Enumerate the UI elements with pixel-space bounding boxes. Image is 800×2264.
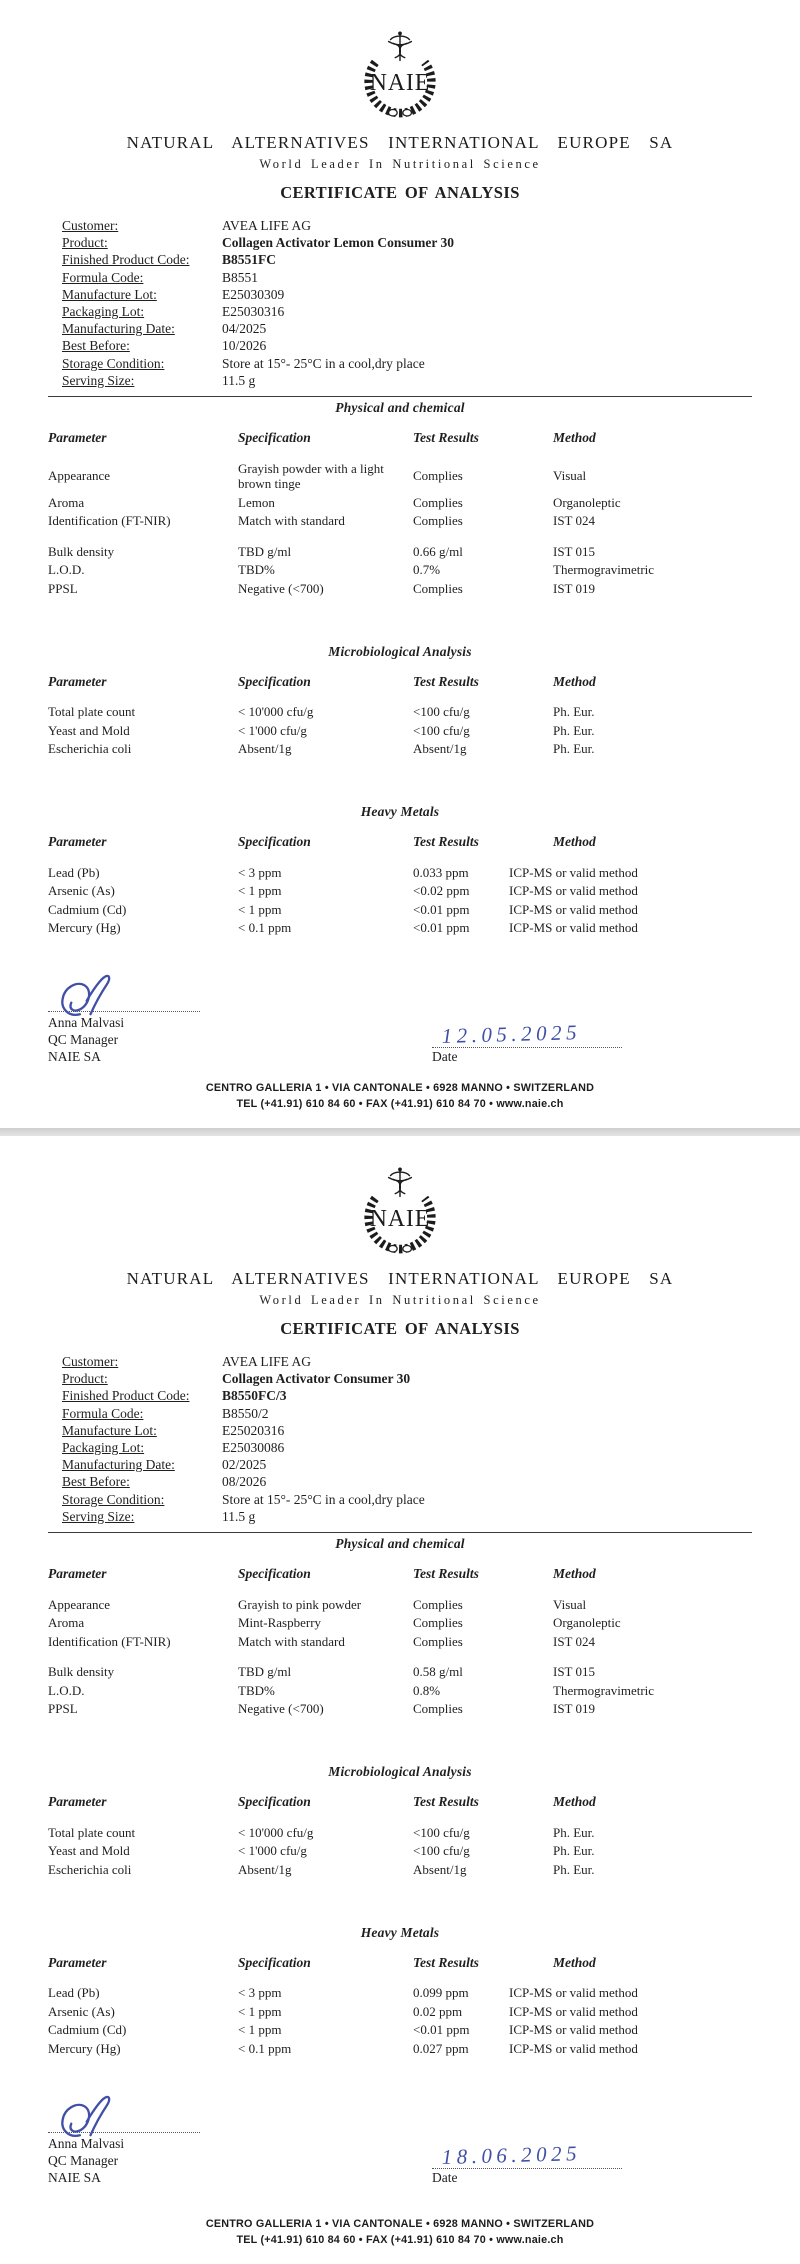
info-row (62, 234, 752, 251)
table-cell: Visual (553, 1596, 587, 1612)
naie-logo (48, 1166, 752, 1266)
table-cell: < 0.1 ppm (238, 920, 292, 936)
table-cell: ICP-MS or valid method (509, 2022, 638, 2038)
table-cell: ICP-MS or valid method (509, 2003, 638, 2019)
info-value: 11.5 g (222, 1508, 256, 1524)
table-cell: Total plate count (48, 1824, 136, 1840)
info-label: Packaging Lot: (62, 304, 145, 320)
table-cell: 0.66 g/ml (413, 543, 463, 559)
logo-text: NAIE (369, 69, 431, 96)
info-row (62, 355, 752, 372)
table-cell: Match with standard (238, 1633, 345, 1649)
info-label: Serving Size: (62, 1508, 135, 1524)
info-value: AVEA LIFE AG (222, 1354, 312, 1369)
info-label: Packaging Lot: (62, 1440, 145, 1456)
table-cell: Identification (FT-NIR) (48, 1633, 171, 1649)
signatory-org: NAIE SA (48, 1049, 101, 1065)
company-name: NATURAL ALTERNATIVES INTERNATIONAL EUROPE SA (126, 1269, 674, 1288)
table-cell: 0.033 ppm (413, 864, 469, 880)
table-cell: 0.02 ppm (413, 2003, 463, 2019)
table-cell: ICP-MS or valid method (509, 920, 638, 936)
table-cell: Organoleptic (553, 1615, 621, 1631)
company-tagline: World Leader In Nutritional Science (259, 1293, 541, 1307)
info-label: Manufacture Lot: (62, 1422, 157, 1438)
table-row (48, 493, 752, 512)
table-row (48, 919, 752, 938)
table-cell: Lead (Pb) (48, 864, 100, 880)
info-value: 10/2026 (222, 338, 267, 354)
footer-contact: TEL (+41.91) 610 84 60 • FAX (+41.91) 610 84 70 • www.naie.ch (236, 2234, 564, 2246)
table-cell: ICP-MS or valid method (509, 1985, 638, 2001)
info-value: B8550FC/3 (222, 1388, 287, 1404)
info-row (62, 1491, 752, 1508)
footer-address: CENTRO GALLERIA 1 • VIA CANTONALE • 6928 MANNO • SWITZERLAND (205, 1082, 595, 1094)
table-cell: < 10'000 cfu/g (238, 704, 314, 720)
info-row (62, 251, 752, 268)
table-cell: Appearance (48, 468, 111, 484)
table-cell: 0.099 ppm (413, 1985, 469, 2001)
info-value: E25030086 (222, 1440, 285, 1456)
table-cell: Mercury (Hg) (48, 2040, 121, 2056)
info-row (62, 1439, 752, 1456)
info-value: B8550/2 (222, 1405, 269, 1421)
info-row (62, 1370, 752, 1387)
table-cell: Visual (553, 468, 587, 484)
column-header-parameter: Parameter (48, 1954, 107, 1970)
column-header-test-results: Test Results (413, 1794, 479, 1810)
table-cell: TBD g/ml (238, 543, 292, 559)
table-row (48, 512, 752, 531)
table-cell: Grayish to pink powder (238, 1596, 362, 1612)
column-header-method: Method (553, 834, 596, 850)
section-heavy-metals (48, 804, 752, 937)
info-row (62, 303, 752, 320)
info-label: Customer: (62, 1354, 119, 1369)
product-info-table (62, 217, 752, 389)
table-cell: ICP-MS or valid method (509, 901, 638, 917)
column-header-parameter: Parameter (48, 834, 107, 850)
table-cell: <0.01 ppm (413, 920, 470, 936)
column-header-specification: Specification (238, 834, 311, 850)
info-row (62, 1473, 752, 1490)
table-cell: <100 cfu/g (413, 1824, 470, 1840)
table-cell: ICP-MS or valid method (509, 2040, 638, 2056)
column-header-method: Method (553, 673, 596, 689)
column-header-test-results: Test Results (413, 1566, 479, 1582)
table-cell: L.O.D. (48, 562, 85, 578)
table-row (48, 703, 752, 722)
document-title: CERTIFICATE OF ANALYSIS (280, 183, 520, 202)
table-cell: Arsenic (As) (48, 883, 115, 899)
section-physical-chemical (48, 1536, 752, 1718)
info-label: Formula Code: (62, 1405, 144, 1421)
info-value: E25030316 (222, 304, 285, 320)
table-cell: Bulk density (48, 543, 115, 559)
table-cell: Cadmium (Cd) (48, 2022, 127, 2038)
table-cell: Negative (<700) (238, 580, 324, 596)
table-row (48, 1681, 752, 1700)
table-cell: Ph. Eur. (553, 704, 595, 720)
table-row (48, 863, 752, 882)
table-row (48, 1614, 752, 1633)
column-header-test-results: Test Results (413, 430, 479, 446)
table-cell: Absent/1g (238, 1861, 292, 1877)
column-header-test-results: Test Results (413, 834, 479, 850)
section-divider-line (48, 396, 752, 397)
company-tagline: World Leader In Nutritional Science (259, 157, 541, 171)
table-cell: Mint-Raspberry (238, 1615, 322, 1631)
info-value: B8551FC (222, 252, 276, 268)
column-header-specification: Specification (238, 1954, 311, 1970)
table-row (48, 1663, 752, 1682)
table-cell: Complies (413, 494, 463, 510)
table-cell: Complies (413, 580, 463, 596)
signature-block (48, 2092, 752, 2186)
info-row (62, 269, 752, 286)
table-cell: Match with standard (238, 513, 345, 529)
info-value: Store at 15°- 25°C in a cool,dry place (222, 355, 425, 371)
table-row (48, 1842, 752, 1861)
table-row (48, 459, 752, 493)
table-cell: Appearance (48, 1596, 111, 1612)
table-cell: L.O.D. (48, 1682, 85, 1698)
info-row (62, 1405, 752, 1422)
info-row (62, 1422, 752, 1439)
table-cell: PPSL (48, 580, 78, 596)
info-value: 11.5 g (222, 372, 256, 388)
section-title: Heavy Metals (360, 1924, 440, 1940)
table-row (48, 1632, 752, 1651)
table-cell: 0.58 g/ml (413, 1664, 463, 1680)
column-header-method: Method (553, 1954, 596, 1970)
table-row (48, 1595, 752, 1614)
signatory-role: QC Manager (48, 1032, 119, 1048)
table-cell: IST 019 (553, 580, 596, 596)
handwritten-date: 18.06.2025 (441, 2140, 582, 2169)
info-value: AVEA LIFE AG (222, 218, 312, 233)
page-footer (0, 2216, 800, 2248)
table-cell: Mercury (Hg) (48, 920, 121, 936)
table-cell: 0.7% (413, 562, 441, 578)
table-cell: <100 cfu/g (413, 1843, 470, 1859)
naie-logo (48, 30, 752, 130)
table-cell: <0.01 ppm (413, 901, 470, 917)
info-label: Product: (62, 1371, 108, 1387)
date-label: Date (432, 2169, 458, 2185)
column-header-specification: Specification (238, 1794, 311, 1810)
info-label: Manufacturing Date: (62, 321, 175, 337)
table-cell: Absent/1g (413, 741, 467, 757)
info-value: E25030309 (222, 286, 285, 302)
table-cell: IST 015 (553, 543, 596, 559)
info-row (62, 1353, 752, 1370)
info-label: Storage Condition: (62, 1491, 165, 1507)
table-cell: Complies (413, 1701, 463, 1717)
table-cell: < 1 ppm (238, 883, 282, 899)
column-header-test-results: Test Results (413, 673, 479, 689)
table-cell: Organoleptic (553, 494, 621, 510)
section-title: Microbiological Analysis (328, 1764, 472, 1780)
table-row (48, 579, 752, 598)
table-cell: < 1'000 cfu/g (238, 722, 307, 738)
column-header-specification: Specification (238, 430, 311, 446)
section-title: Heavy Metals (360, 804, 440, 820)
table-cell: ICP-MS or valid method (509, 883, 638, 899)
column-header-specification: Specification (238, 673, 311, 689)
signatory-name: Anna Malvasi (48, 1015, 125, 1031)
info-label: Storage Condition: (62, 355, 165, 371)
info-row (62, 320, 752, 337)
table-row (48, 2021, 752, 2040)
table-cell: <0.01 ppm (413, 2022, 470, 2038)
table-cell: <0.02 ppm (413, 883, 470, 899)
table-row (48, 1984, 752, 2003)
table-cell: ICP-MS or valid method (509, 864, 638, 880)
column-header-test-results: Test Results (413, 1954, 479, 1970)
table-cell: IST 024 (553, 513, 596, 529)
info-row (62, 337, 752, 354)
table-cell: Yeast and Mold (48, 722, 130, 738)
column-header-parameter: Parameter (48, 430, 107, 446)
table-cell: Thermogravimetric (553, 1682, 655, 1698)
section-title: Microbiological Analysis (328, 643, 472, 659)
info-value: E25020316 (222, 1422, 285, 1438)
table-cell: Ph. Eur. (553, 741, 595, 757)
table-row (48, 1700, 752, 1719)
table-cell: Cadmium (Cd) (48, 901, 127, 917)
table-cell: <100 cfu/g (413, 704, 470, 720)
table-cell: Complies (413, 1596, 463, 1612)
info-value: 08/2026 (222, 1474, 267, 1490)
info-label: Finished Product Code: (62, 1388, 190, 1404)
info-label: Finished Product Code: (62, 252, 190, 268)
table-cell: Absent/1g (238, 741, 292, 757)
spacer-row (48, 530, 752, 542)
product-info-table (62, 1353, 752, 1525)
table-cell: IST 015 (553, 1664, 596, 1680)
table-cell: Arsenic (As) (48, 2003, 115, 2019)
info-row (62, 217, 752, 234)
naie-logo-graphic (343, 30, 457, 129)
naie-logo-graphic (343, 1166, 457, 1265)
table-cell: 0.027 ppm (413, 2040, 469, 2056)
info-row (62, 1508, 752, 1525)
signature-line (48, 2132, 200, 2133)
table-cell: Complies (413, 513, 463, 529)
info-row (62, 372, 752, 389)
table-row (48, 561, 752, 580)
table-cell: < 1 ppm (238, 2003, 282, 2019)
certificate-page-1 (0, 0, 800, 1128)
handwritten-date: 12.05.2025 (441, 1020, 582, 1049)
footer-address: CENTRO GALLERIA 1 • VIA CANTONALE • 6928 MANNO • SWITZERLAND (205, 2218, 595, 2230)
column-header-parameter: Parameter (48, 673, 107, 689)
spacer-row (48, 1651, 752, 1663)
company-name: NATURAL ALTERNATIVES INTERNATIONAL EUROPE SA (126, 133, 674, 152)
document-title: CERTIFICATE OF ANALYSIS (280, 1319, 520, 1338)
column-header-specification: Specification (238, 1566, 311, 1582)
page-separator (0, 1128, 800, 1136)
microbiological-table (48, 1794, 752, 1879)
info-value: Collagen Activator Lemon Consumer 30 (222, 235, 454, 251)
date-label: Date (432, 1049, 458, 1065)
signature-block (48, 971, 752, 1065)
column-header-method: Method (553, 1794, 596, 1810)
page-footer (0, 1080, 800, 1112)
table-cell: Ph. Eur. (553, 722, 595, 738)
table-cell: Complies (413, 1615, 463, 1631)
info-value: 02/2025 (222, 1457, 267, 1473)
table-cell: < 10'000 cfu/g (238, 1824, 314, 1840)
signature-line (48, 1011, 200, 1012)
table-cell: < 0.1 ppm (238, 2040, 292, 2056)
table-cell: Complies (413, 1633, 463, 1649)
table-cell: Aroma (48, 494, 85, 510)
heavy-metals-table (48, 1955, 752, 2058)
logo-text: NAIE (369, 1205, 431, 1232)
signatory-role: QC Manager (48, 2152, 119, 2168)
table-cell: < 1 ppm (238, 901, 282, 917)
table-cell: Aroma (48, 1615, 85, 1631)
physical-chemical-table (48, 430, 752, 598)
table-cell: Identification (FT-NIR) (48, 513, 171, 529)
section-divider-line (48, 1532, 752, 1533)
table-cell: Escherichia coli (48, 1861, 132, 1877)
table-row (48, 542, 752, 561)
info-label: Formula Code: (62, 269, 144, 285)
column-header-parameter: Parameter (48, 1566, 107, 1582)
microbiological-table (48, 674, 752, 759)
table-cell: Lemon (238, 494, 275, 510)
section-physical-chemical (48, 400, 752, 598)
table-cell: < 1 ppm (238, 2022, 282, 2038)
table-row (48, 2002, 752, 2021)
footer-contact: TEL (+41.91) 610 84 60 • FAX (+41.91) 610 84 70 • www.naie.ch (236, 1098, 564, 1110)
info-label: Manufacture Lot: (62, 286, 157, 302)
table-row (48, 740, 752, 759)
table-row (48, 2039, 752, 2058)
physical-chemical-table (48, 1566, 752, 1718)
info-value: 04/2025 (222, 321, 267, 337)
signatory-name: Anna Malvasi (48, 2135, 125, 2151)
info-row (62, 1456, 752, 1473)
section-title: Physical and chemical (335, 400, 465, 416)
table-cell: Thermogravimetric (553, 562, 655, 578)
info-value: Store at 15°- 25°C in a cool,dry place (222, 1491, 425, 1507)
info-row (62, 286, 752, 303)
table-cell: Grayish powder with a light brown tinge (238, 460, 384, 492)
table-cell: Absent/1g (413, 1861, 467, 1877)
info-label: Customer: (62, 218, 119, 233)
table-row (48, 900, 752, 919)
table-cell: Complies (413, 468, 463, 484)
heavy-metals-table (48, 834, 752, 937)
section-title: Physical and chemical (335, 1536, 465, 1552)
table-cell: TBD% (238, 1682, 275, 1698)
section-heavy-metals (48, 1925, 752, 2058)
table-row (48, 721, 752, 740)
table-row (48, 1823, 752, 1842)
table-cell: Bulk density (48, 1664, 115, 1680)
table-cell: Lead (Pb) (48, 1985, 100, 2001)
signatory-org: NAIE SA (48, 2169, 101, 2185)
table-cell: Total plate count (48, 704, 136, 720)
table-cell: Ph. Eur. (553, 1861, 595, 1877)
column-header-method: Method (553, 1566, 596, 1582)
info-label: Serving Size: (62, 372, 135, 388)
section-microbiological (48, 644, 752, 759)
table-cell: < 1'000 cfu/g (238, 1843, 307, 1859)
table-cell: IST 019 (553, 1701, 596, 1717)
table-cell: Yeast and Mold (48, 1843, 130, 1859)
table-cell: IST 024 (553, 1633, 596, 1649)
info-label: Best Before: (62, 338, 130, 354)
info-value: Collagen Activator Consumer 30 (222, 1371, 411, 1387)
info-label: Best Before: (62, 1474, 130, 1490)
table-cell: Escherichia coli (48, 741, 132, 757)
table-row (48, 882, 752, 901)
column-header-method: Method (553, 430, 596, 446)
table-row (48, 1860, 752, 1879)
section-microbiological (48, 1764, 752, 1879)
table-cell: Ph. Eur. (553, 1824, 595, 1840)
table-cell: <100 cfu/g (413, 722, 470, 738)
table-cell: Negative (<700) (238, 1701, 324, 1717)
info-label: Product: (62, 235, 108, 251)
info-value: B8551 (222, 269, 259, 285)
table-cell: 0.8% (413, 1682, 441, 1698)
info-row (62, 1387, 752, 1404)
table-cell: Ph. Eur. (553, 1843, 595, 1859)
table-cell: TBD% (238, 562, 275, 578)
table-cell: TBD g/ml (238, 1664, 292, 1680)
table-cell: < 3 ppm (238, 864, 282, 880)
table-cell: < 3 ppm (238, 1985, 282, 2001)
table-cell: PPSL (48, 1701, 78, 1717)
info-label: Manufacturing Date: (62, 1457, 175, 1473)
column-header-parameter: Parameter (48, 1794, 107, 1810)
certificate-page-2 (0, 1136, 800, 2264)
